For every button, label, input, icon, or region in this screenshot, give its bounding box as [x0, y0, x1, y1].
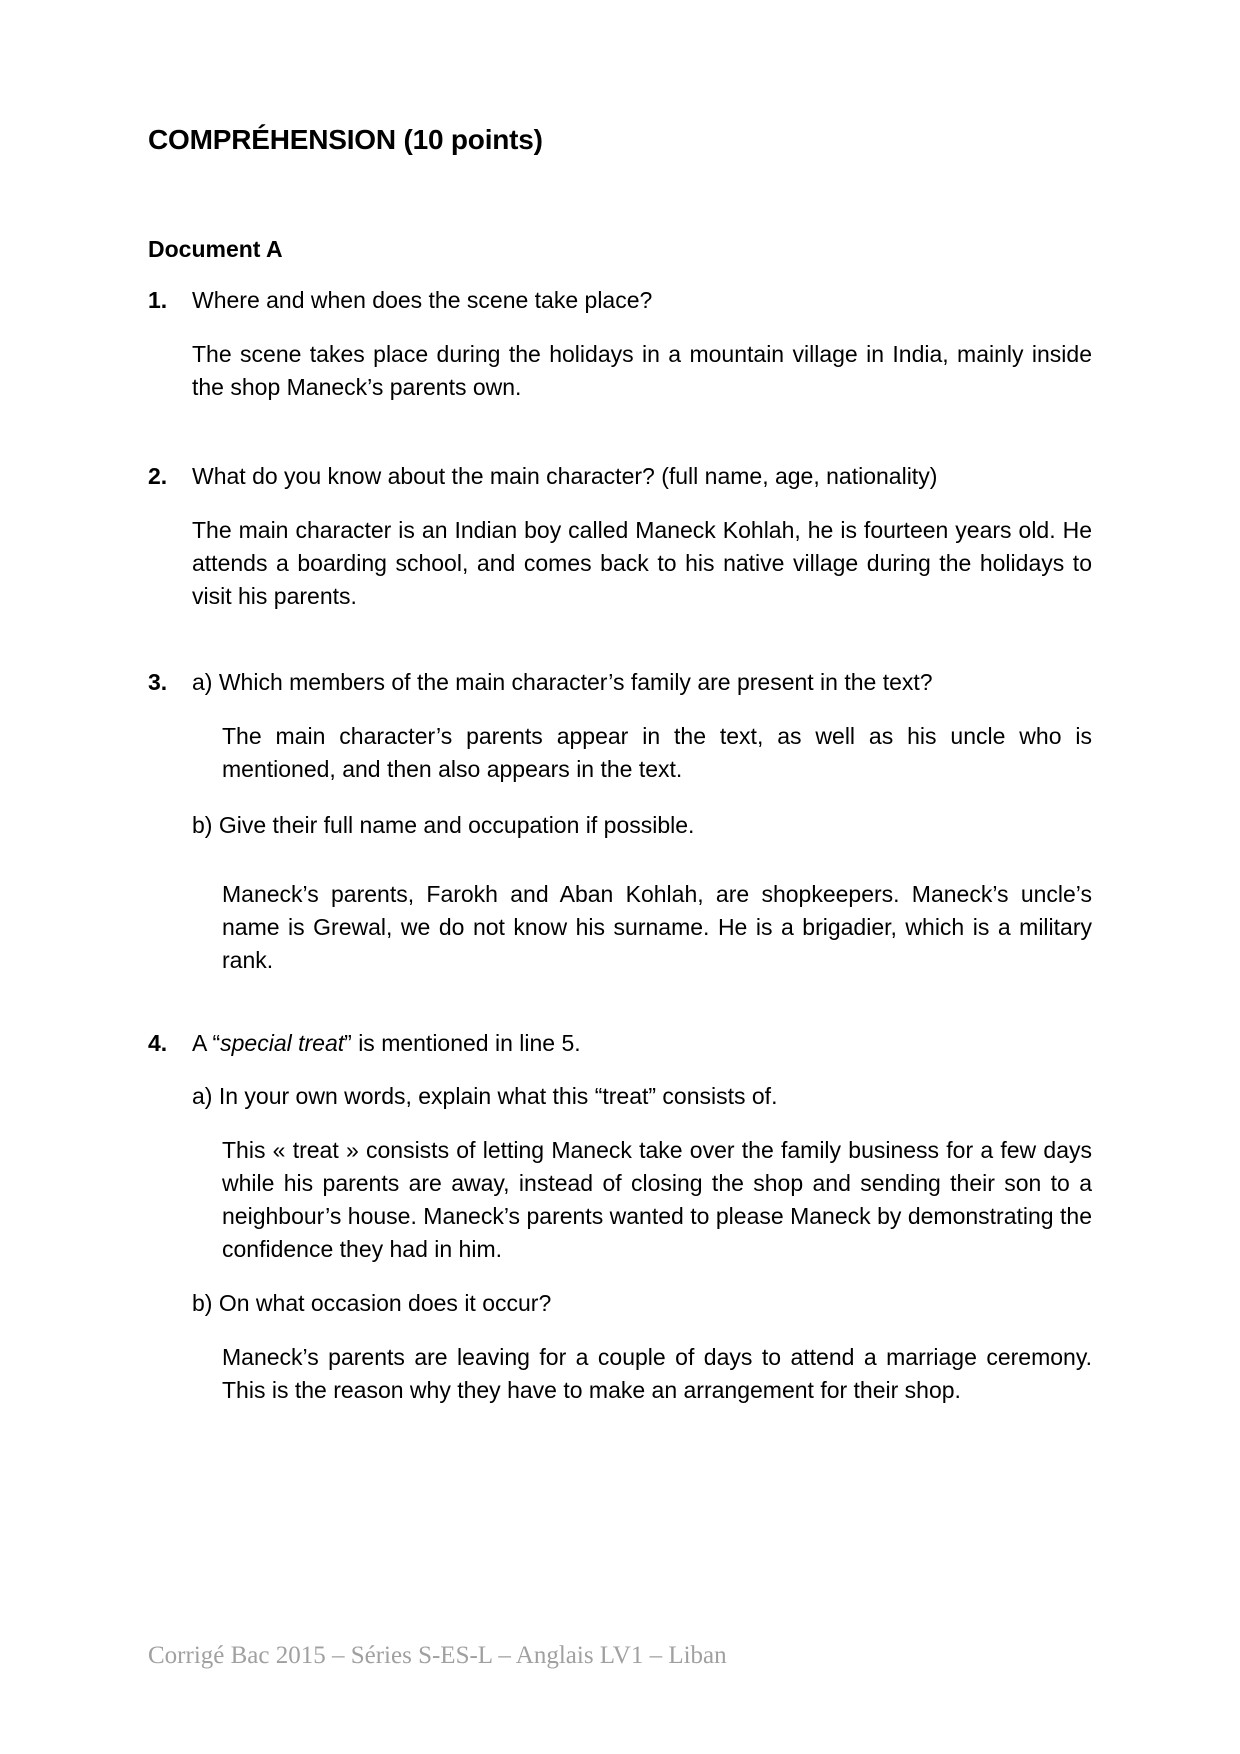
page-footer: Corrigé Bac 2015 – Séries S-ES-L – Anglais LV1 – Liban	[148, 1642, 727, 1669]
question-4b-text: b) On what occasion does it occur?	[192, 1290, 552, 1316]
answer-2: The main character is an Indian boy called Maneck Kohlah, he is fourteen years old. He attends a boarding school, and comes back to his native village during the holidays to visit his parents.	[192, 517, 1092, 609]
question-3-number: 3.	[148, 669, 168, 695]
question-1-number: 1.	[148, 287, 168, 313]
question-3a-text: a) Which members of the main character’s family are present in the text?	[192, 669, 933, 695]
question-4-italic: special treat	[220, 1030, 345, 1056]
question-4-prefix: A “	[192, 1030, 221, 1056]
answer-4b: Maneck’s parents are leaving for a couple of days to attend a marriage ceremony. This is the reason why they have to make an arrangement for their shop.	[222, 1344, 1092, 1403]
question-4-text	[192, 1030, 581, 1057]
question-4-number: 4.	[148, 1030, 168, 1056]
question-4-suffix: ” is mentioned in line 5.	[344, 1030, 581, 1056]
page-title: COMPRÉHENSION (10 points)	[148, 124, 543, 155]
question-2-text: What do you know about the main character? (full name, age, nationality)	[192, 463, 938, 489]
document-heading: Document A	[148, 236, 283, 262]
question-3b-text: b) Give their full name and occupation if possible.	[192, 812, 695, 838]
answer-4a: This « treat » consists of letting Maneck take over the family business for a few days while his parents are away, instead of closing the shop and sending their son to a neighbour’s house. Maneck’s parents wanted to please Maneck by demonstrating the confidence they had in him.	[222, 1137, 1092, 1262]
answer-1: The scene takes place during the holidays in a mountain village in India, mainly inside the shop Maneck’s parents own.	[192, 341, 1092, 400]
answer-3b: Maneck’s parents, Farokh and Aban Kohlah, are shopkeepers. Maneck’s uncle’s name is Grewal, we do not know his surname. He is a brigadier, which is a military rank.	[222, 881, 1092, 973]
question-1-text: Where and when does the scene take place?	[192, 287, 653, 313]
question-4a-text: a) In your own words, explain what this “treat” consists of.	[192, 1083, 778, 1109]
answer-3a: The main character’s parents appear in the text, as well as his uncle who is mentioned, and then also appears in the text.	[222, 723, 1092, 782]
question-2-number: 2.	[148, 463, 168, 489]
